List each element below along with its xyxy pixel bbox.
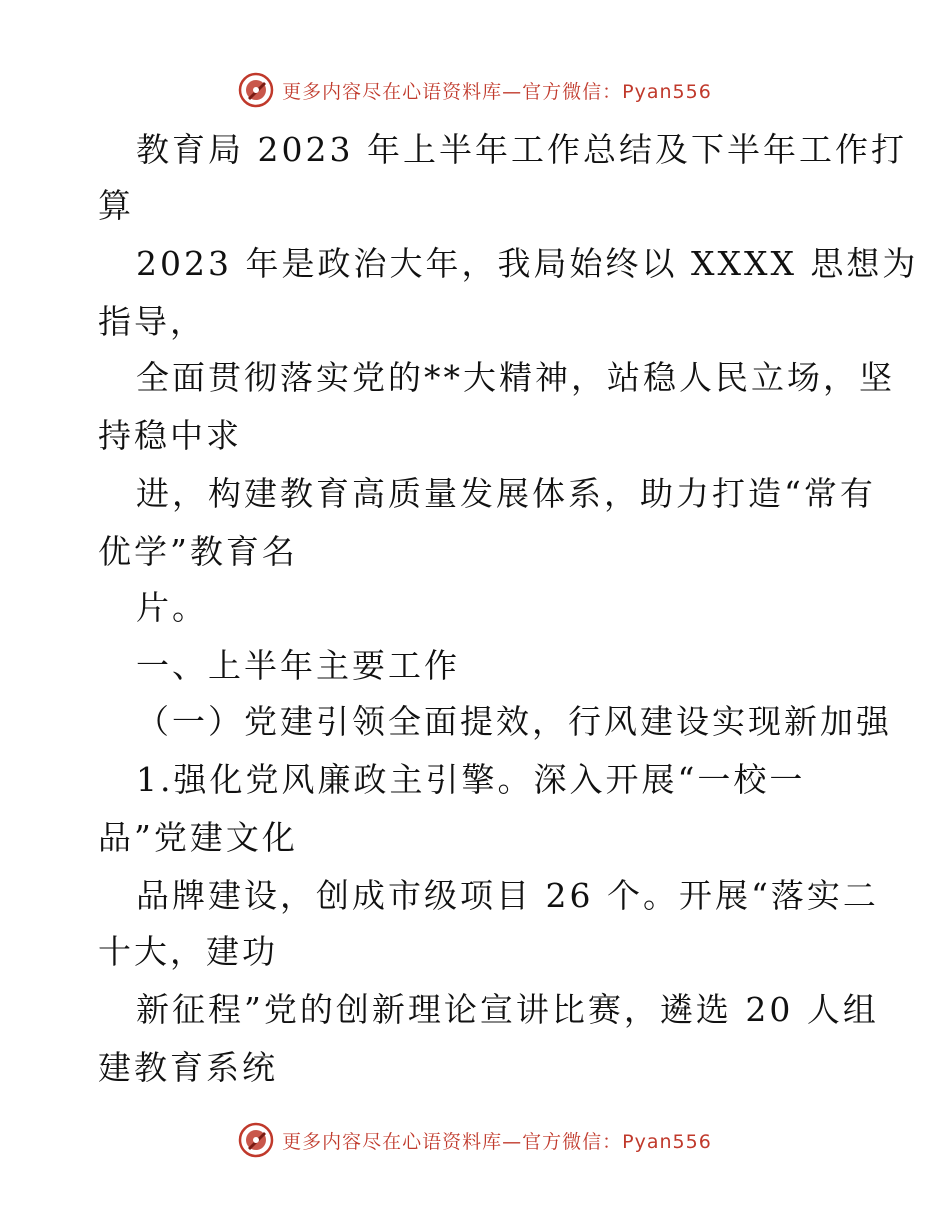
- paragraph-line: 品牌建设，创成市级项目 26 个。开展“落实二: [136, 876, 879, 915]
- paragraph-line: 片。: [136, 588, 208, 627]
- watermark-text: 更多内容尽在心语资料库—官方微信：Pyan556: [282, 80, 712, 103]
- pen-logo-icon: [238, 1122, 274, 1158]
- paragraph-line: 十大，建功: [98, 932, 278, 971]
- subsection-heading: （一）党建引领全面提效，行风建设实现新加强: [136, 702, 892, 741]
- doc-title-line-2: 算: [98, 186, 134, 225]
- paragraph-line: 2023 年是政治大年，我局始终以 XXXX 思想为: [136, 244, 919, 283]
- paragraph-line: 指导，: [98, 302, 206, 341]
- watermark-text: 更多内容尽在心语资料库—官方微信：Pyan556: [282, 1130, 712, 1153]
- paragraph-line: 持稳中求: [98, 416, 242, 455]
- doc-title-line-1: 教育局 2023 年上半年工作总结及下半年工作打: [136, 130, 907, 169]
- paragraph-line: 新征程”党的创新理论宣讲比赛，遴选 20 人组: [136, 990, 879, 1029]
- header-watermark-banner: [0, 70, 950, 110]
- pen-logo-icon: [238, 72, 274, 108]
- paragraph-line: 优学”教育名: [98, 532, 298, 571]
- paragraph-line: 全面贯彻落实党的**大精神，站稳人民立场，坚: [136, 358, 895, 397]
- footer-watermark-banner: [0, 1120, 950, 1160]
- paragraph-line: 品”党建文化: [98, 818, 298, 857]
- paragraph-line: 进，构建教育高质量发展体系，助力打造“常有: [136, 474, 876, 513]
- section-heading: 一、上半年主要工作: [136, 646, 460, 685]
- paragraph-line: 1.强化党风廉政主引擎。深入开展“一校一: [136, 760, 806, 799]
- paragraph-line: 建教育系统: [98, 1048, 278, 1087]
